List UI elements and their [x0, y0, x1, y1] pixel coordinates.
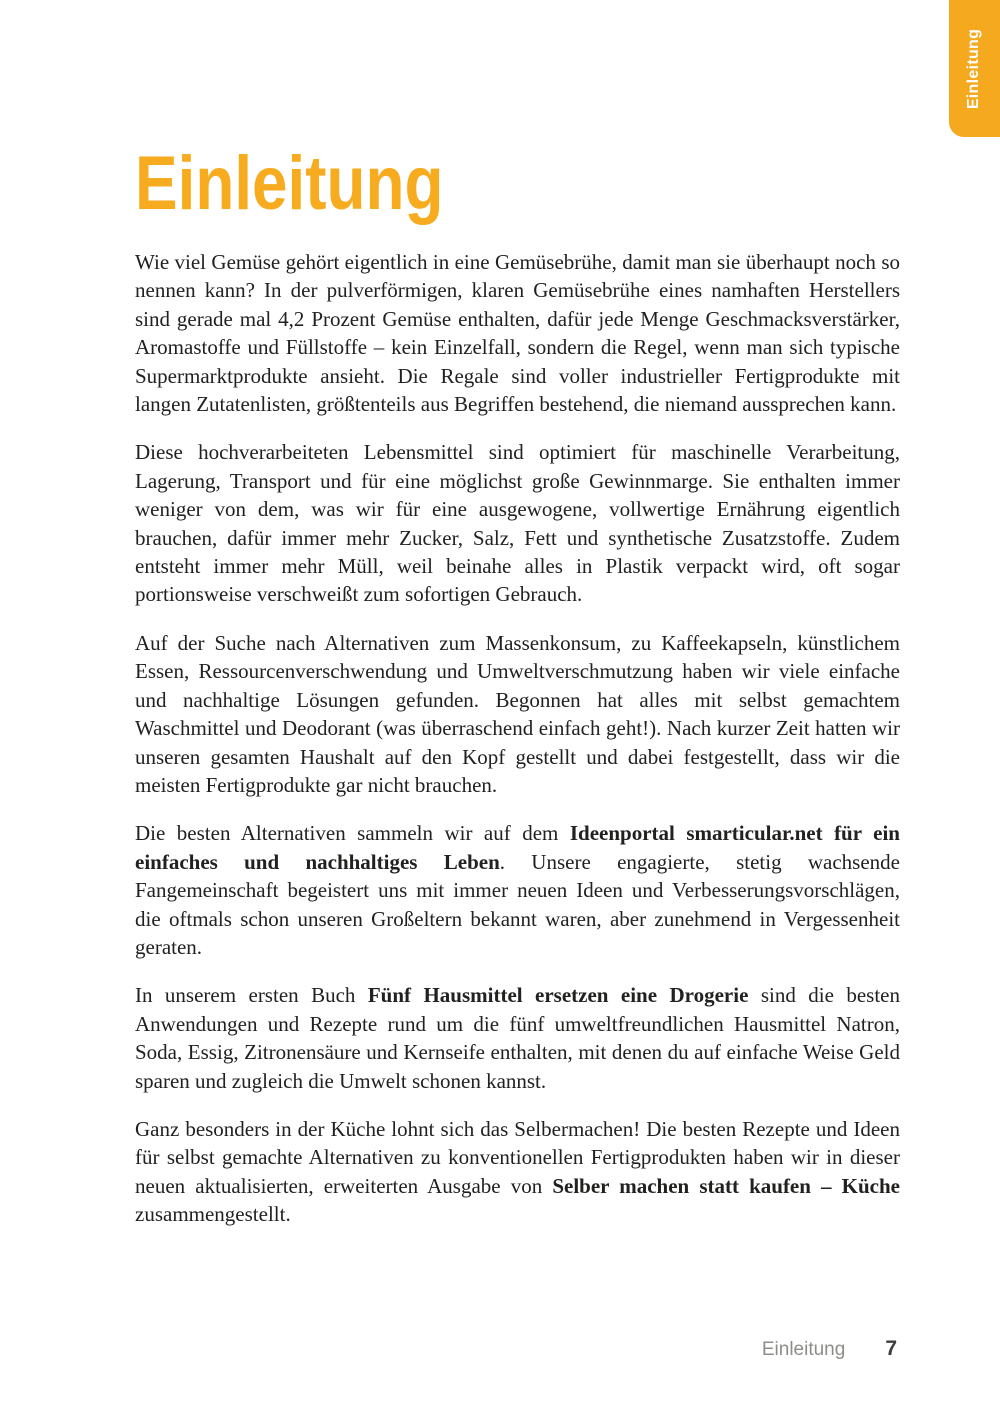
paragraph-6-text-post: zusammengestellt.: [135, 1202, 291, 1227]
footer-chapter-label: Einleitung: [761, 1339, 846, 1360]
paragraph-3: [135, 629, 900, 799]
paragraph-6-bold-title: Selber machen statt kaufen – Küche: [552, 1173, 900, 1198]
paragraph-2: [135, 438, 900, 608]
paragraph-1-text: Wie viel Gemüse gehört eigentlich in eine Gemüsebrühe, damit man sie überhaupt noch so nennen kann? In der pulverförmigen, klaren Gemüsebrühe eines namhaften Herstellers sind gerade mal 4,2 Prozent Gemüse enthalten, dafür jede Menge Geschmacksverstärker, Aromastoffe und Füllstoffe – kein Einzelfall, sondern die Regel, wenn man sich typische Supermarktprodukte ansieht. Die Regale sind voller industrieller Fertigprodukte mit langen Zutatenlisten, größtenteils aus Begriffen bestehend, die niemand aussprechen kann.: [135, 250, 900, 417]
paragraph-6: [135, 1115, 900, 1229]
paragraph-4-text-post: . Unsere engagierte, stetig wachsende Fangemeinschaft begeistert uns mit immer neuen Ideen und Verbesserungsvorschlägen, die oftmals schon unseren Großeltern bekannt waren, aber zunehmend in Vergessenheit geraten.: [135, 849, 900, 959]
paragraph-5-text-pre: In unserem ersten Buch: [135, 983, 368, 1008]
page-title: Einleitung: [135, 141, 444, 226]
chapter-tab: [949, 0, 1000, 137]
paragraph-2-text: Diese hochverarbeiteten Lebensmittel sind optimiert für maschinelle Verarbeitung, Lagerung, Transport und für eine möglichst große Gewinnmarge. Sie enthalten immer weniger von dem, was wir für eine ausgewogene, vollwertige Ernährung eigentlich brauchen, dafür immer mehr Zucker, Salz, Fett und synthetische Zusatzstoffe. Zudem entsteht immer mehr Müll, weil beinahe alles in Plastik verpackt wird, oft sogar portionsweise verschweißt zum sofortigen Gebrauch.: [135, 440, 900, 607]
chapter-tab-label: Einleitung: [965, 28, 983, 109]
paragraph-4-text-pre: Die besten Alternativen sammeln wir auf dem: [135, 821, 570, 846]
body-text: [135, 248, 900, 1249]
paragraph-5-text-post: sind die besten Anwendungen und Rezepte rund um die fünf umweltfreundlichen Hausmittel Natron, Soda, Essig, Zitronensäure und Kernseife enthalten, mit denen du auf einfache Weise Geld sparen und zugleich die Umwelt schonen kannst.: [135, 983, 901, 1093]
page-footer: [762, 1337, 897, 1361]
paragraph-1: [135, 248, 900, 418]
paragraph-5-bold-title: Fünf Hausmittel ersetzen eine Drogerie: [367, 983, 749, 1008]
paragraph-4-bold-title: Ideenportal smarticular.net für ein einfaches und nachhaltiges Leben: [135, 821, 900, 874]
footer-page-number: 7: [885, 1337, 897, 1360]
paragraph-6-text-pre: Ganz besonders in der Küche lohnt sich das Selbermachen! Die besten Rezepte und Ideen für selbst gemachte Alternativen zu konventionellen Fertigprodukten haben wir in dieser neuen aktualisierten, erweiterten Ausgabe von: [135, 1116, 900, 1198]
paragraph-4: [135, 819, 900, 961]
paragraph-3-text: Auf der Suche nach Alternativen zum Massenkonsum, zu Kaffeekapseln, künstlichem Essen, Ressourcenverschwendung und Umweltverschmutzung haben wir viele einfache und nachhaltige Lösungen gefunden. Begonnen hat alles mit selbst gemachtem Waschmittel und Deodorant (was überraschend einfach geht!). Nach kurzer Zeit hatten wir unseren gesamten Haushalt auf den Kopf gestellt und dabei festgestellt, dass wir die meisten Fertigprodukte gar nicht brauchen.: [135, 630, 900, 797]
paragraph-5: [135, 981, 900, 1095]
